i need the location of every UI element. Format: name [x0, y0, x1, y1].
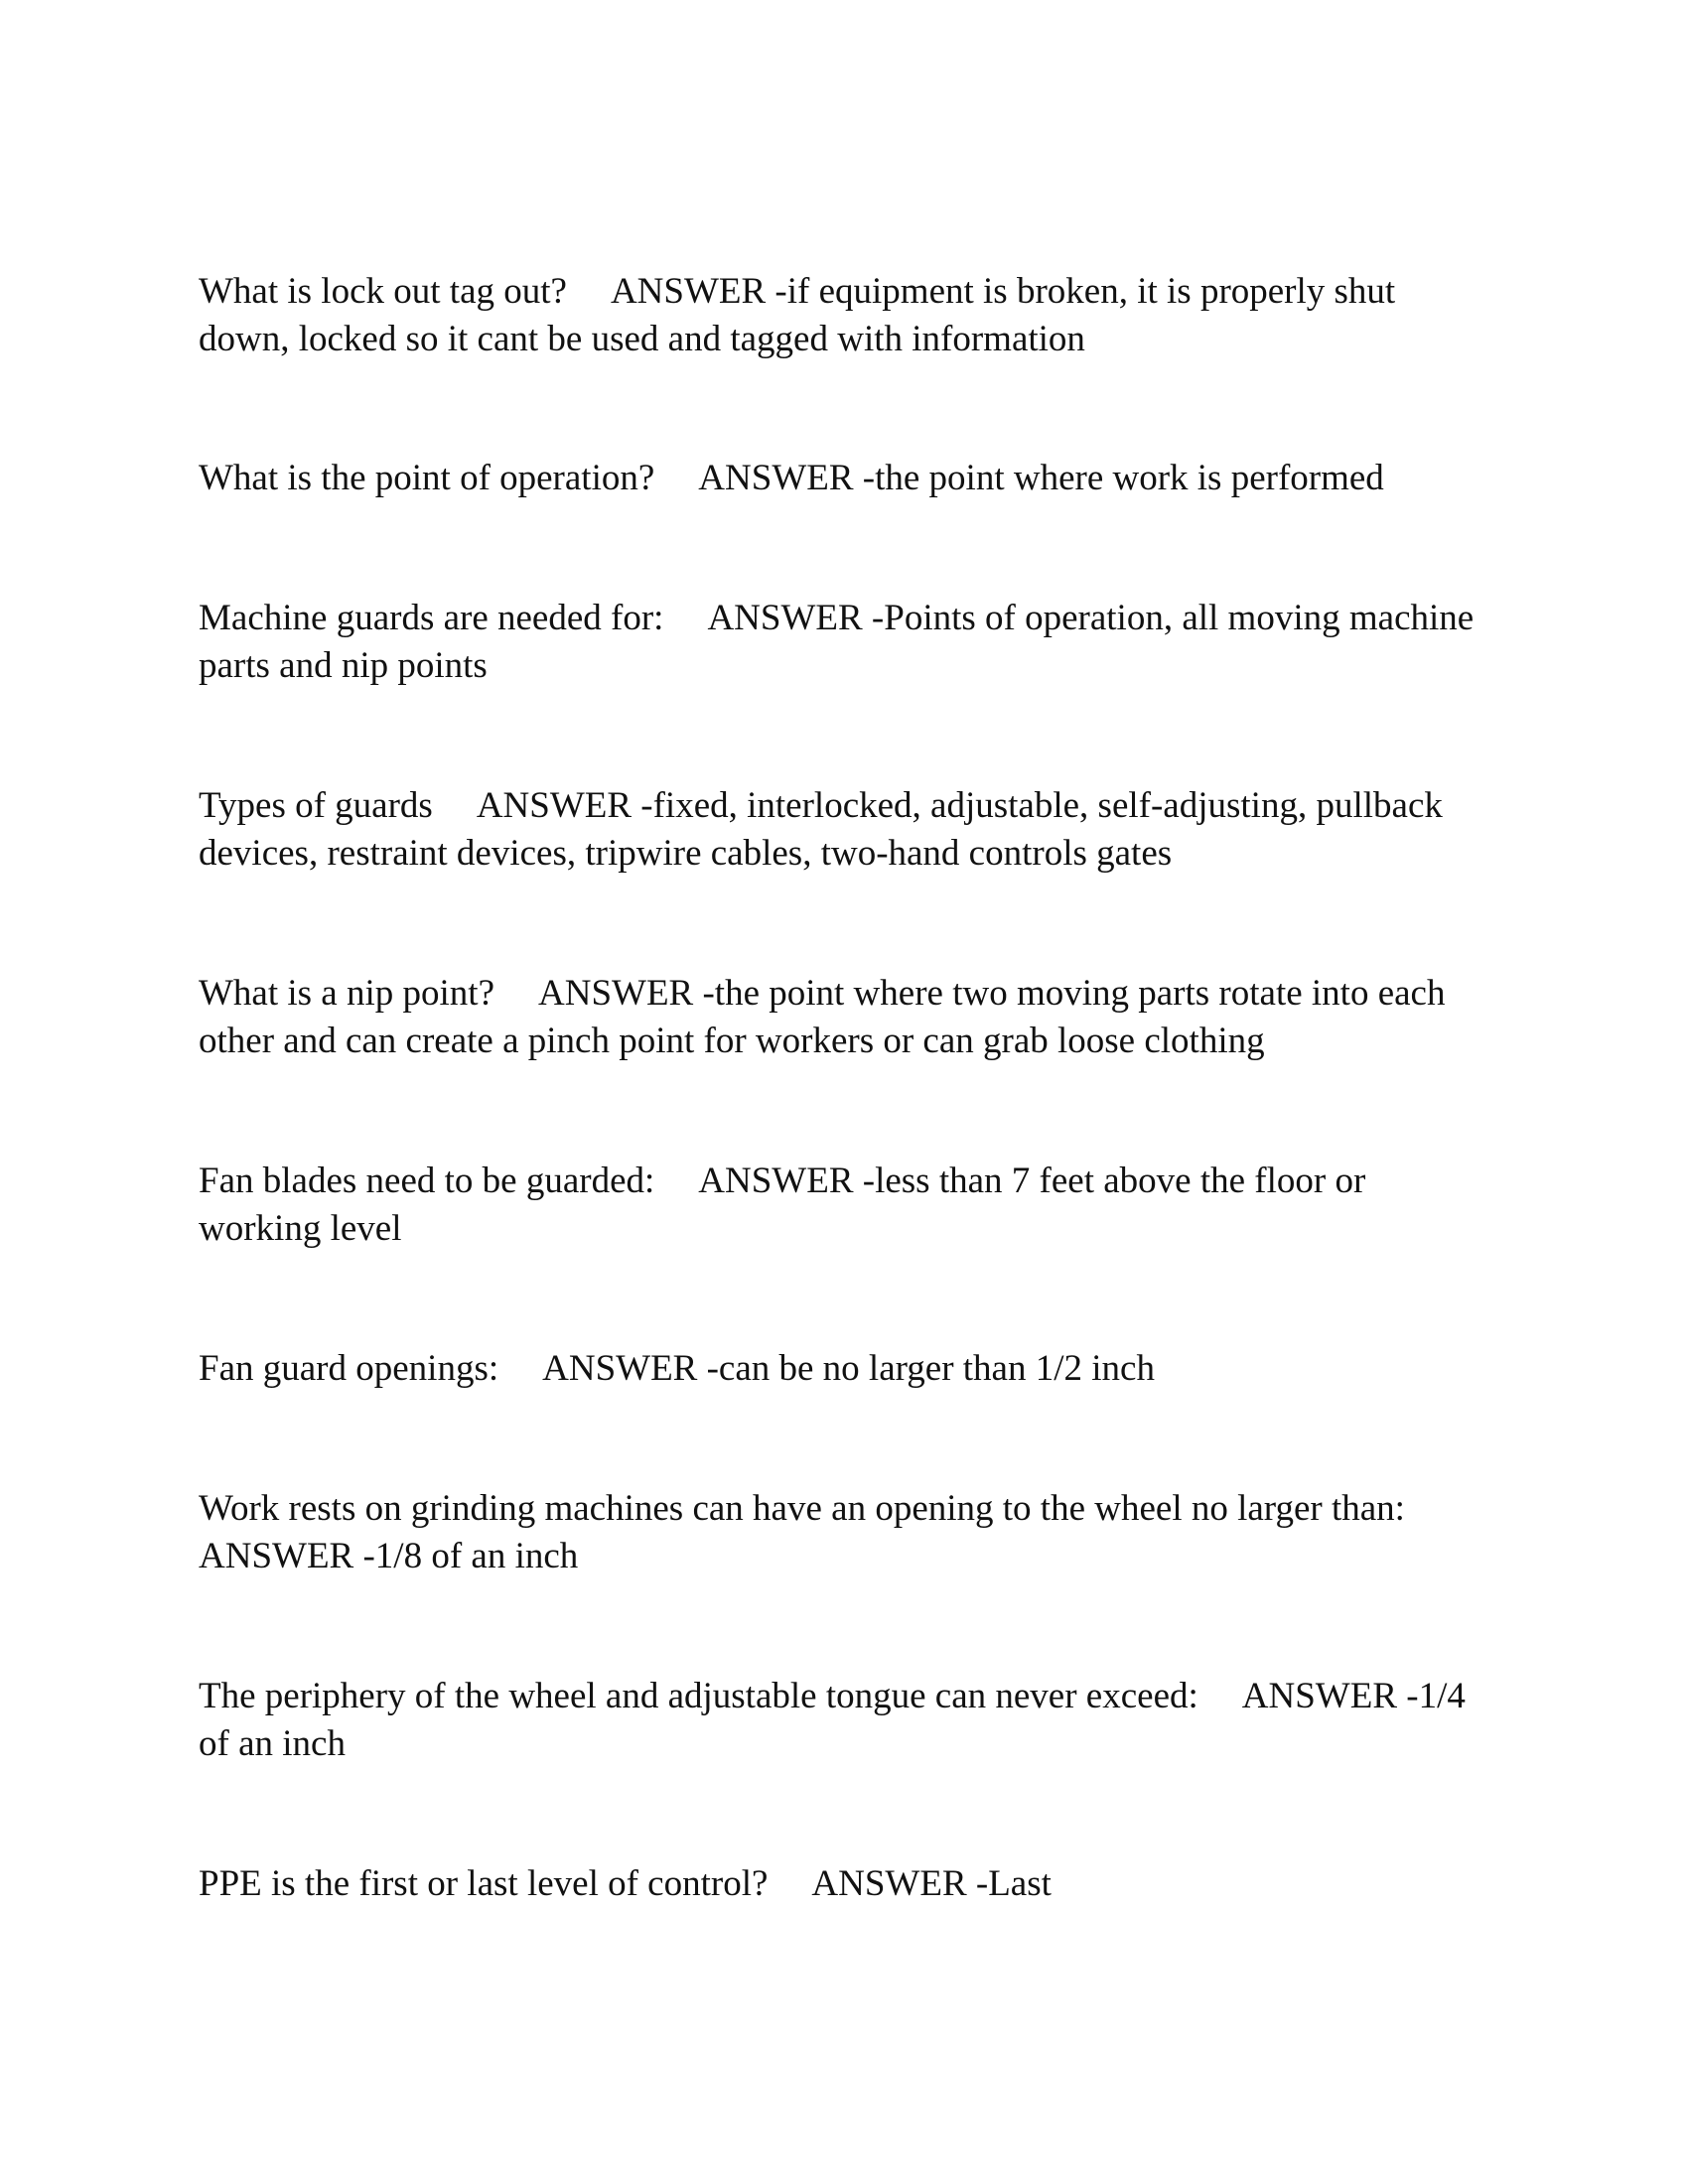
answer-text: ANSWER -1/8 of an inch — [199, 1536, 579, 1576]
qa-item — [199, 782, 1489, 878]
answer-text: ANSWER -Points of operation, all moving machine parts and nip points — [199, 598, 1475, 686]
qa-item — [199, 1860, 1489, 1908]
question-text: What is a nip point? — [199, 973, 494, 1014]
answer-text: ANSWER -the point where two moving parts rotate into each other and can create a pinch point for workers or can grab loose clothing — [199, 973, 1446, 1061]
qa-item — [199, 1673, 1489, 1768]
qa-item — [199, 268, 1489, 363]
question-text: Types of guards — [199, 785, 433, 826]
qa-item — [199, 1485, 1489, 1580]
question-text: What is lock out tag out? — [199, 271, 567, 312]
question-text: Fan guard openings: — [199, 1348, 499, 1389]
qa-item — [199, 1158, 1489, 1253]
question-text: Machine guards are needed for: — [199, 598, 664, 638]
qa-item — [199, 595, 1489, 690]
question-text: The periphery of the wheel and adjustable tongue can never exceed: — [199, 1676, 1198, 1716]
answer-text: ANSWER -Last — [811, 1863, 1052, 1904]
answer-text: ANSWER -1/4 of an inch — [199, 1676, 1466, 1764]
answer-text: ANSWER -can be no larger than 1/2 inch — [542, 1348, 1155, 1389]
qa-item — [199, 455, 1489, 502]
question-text: Work rests on grinding machines can have an opening to the wheel no larger than: — [199, 1488, 1405, 1529]
answer-text: ANSWER -the point where work is performed — [698, 458, 1384, 498]
answer-text: ANSWER -fixed, interlocked, adjustable, self-adjusting, pullback devices, restraint devices, tripwire cables, two-hand controls gates — [199, 785, 1443, 874]
qa-item — [199, 1345, 1489, 1393]
question-text: Fan blades need to be guarded: — [199, 1160, 655, 1201]
question-text: What is the point of operation? — [199, 458, 655, 498]
question-text: PPE is the first or last level of control? — [199, 1863, 769, 1904]
answer-text: ANSWER -less than 7 feet above the floor or working level — [199, 1160, 1366, 1249]
answer-text: ANSWER -if equipment is broken, it is properly shut down, locked so it cant be used and tagged with information — [199, 271, 1396, 359]
qa-item — [199, 970, 1489, 1065]
